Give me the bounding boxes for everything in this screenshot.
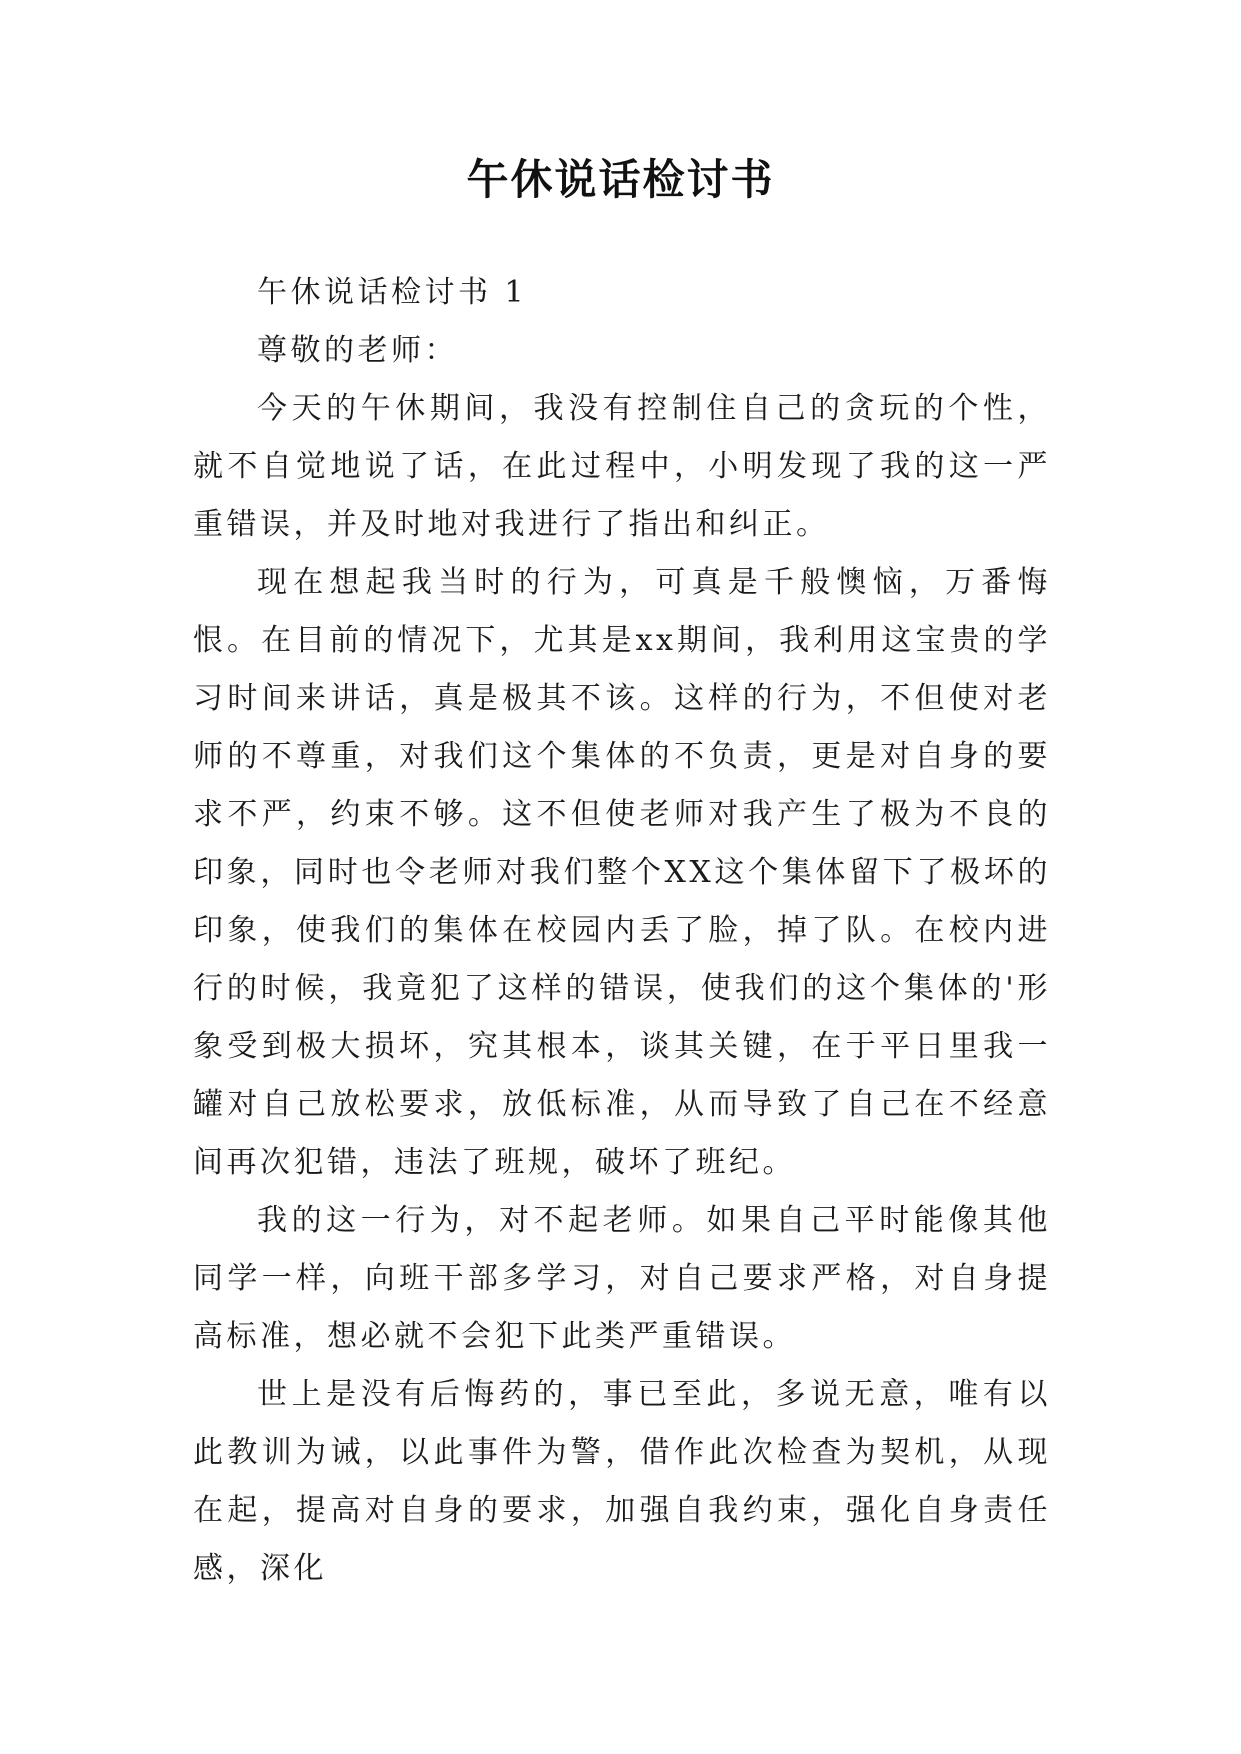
- paragraph: 我的这一行为，对不起老师。如果自己平时能像其他同学一样，向班干部多学习，对自己要求严格，对自身提高标准，想必就不会犯下此类严重错误。: [193, 1203, 1051, 1354]
- section-heading: 午休说话检讨书 1: [257, 275, 528, 310]
- paragraph: 世上是没有后悔药的，事已至此，多说无意，唯有以此教训为诫，以此事件为警，借作此次检查为契机，从现在起，提高对自身的要求，加强自我约束，强化自身责任感，深化: [193, 1377, 1051, 1586]
- document-title: 午休说话检讨书: [466, 155, 775, 204]
- paragraph: 今天的午休期间，我没有控制住自己的贪玩的个性，就不自觉地说了话，在此过程中，小明发现了我的这一严重错误，并及时地对我进行了指出和纠正。: [193, 391, 1051, 542]
- paragraph: 现在想起我当时的行为，可真是千般懊恼，万番悔恨。在目前的情况下，尤其是xx期间，我利用这宝贵的学习时间来讲话，真是极其不该。这样的行为，不但使对老师的不尊重，对我们这个集体的不负责，更是对自身的要求不严，约束不够。这不但使老师对我产生了极为不良的印象，同时也令老师对我们整个XX这个集体留下了极坏的印象，使我们的集体在校园内丢了脸，掉了队。在校内进行的时候，我竟犯了这样的错误，使我们的这个集体的'形象受到极大损坏，究其根本，谈其关键，在于平日里我一罐对自己放松要求，放低标准，从而导致了自己在不经意间再次犯错，违法了班规，破坏了班纪。: [193, 565, 1051, 1180]
- document-body: [193, 264, 1051, 1598]
- salutation: 尊敬的老师：: [257, 333, 458, 368]
